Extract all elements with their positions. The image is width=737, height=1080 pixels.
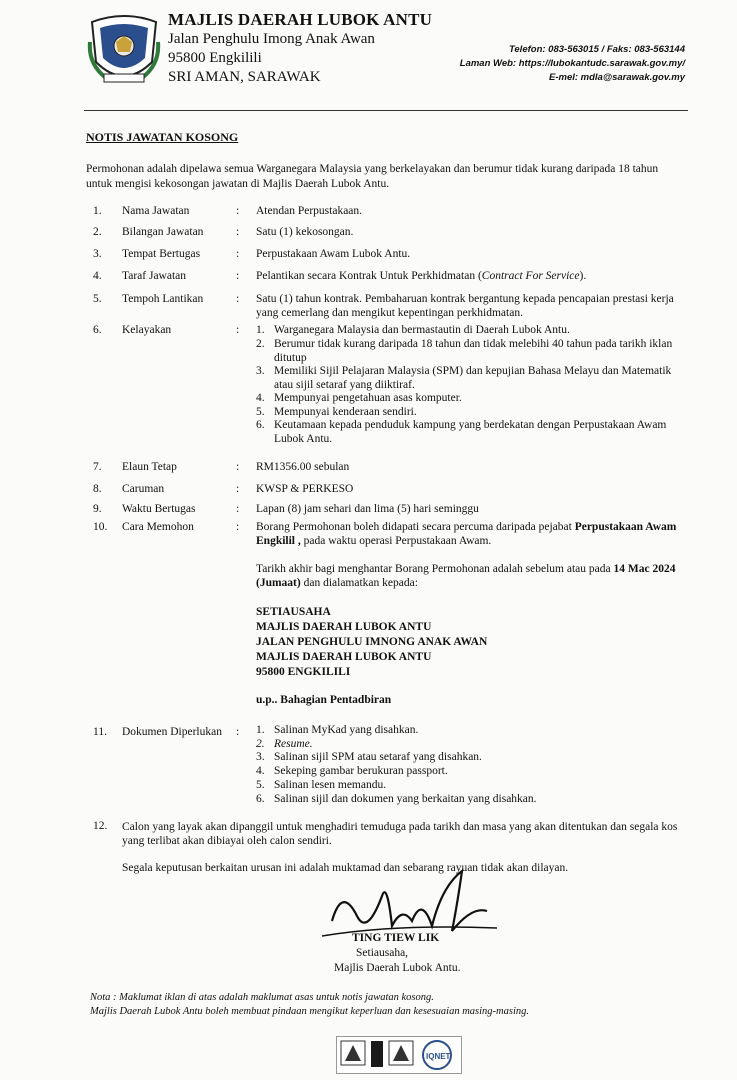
mail-address-5: 95800 ENGKILILI (256, 666, 351, 678)
decision-text: Segala keputusan berkaitan urusan ini adalah muktamad dan sebarang rayuan tidak akan dilayan. (122, 862, 569, 874)
website: Laman Web: https://lubokantudc.sarawak.gov.my/ (459, 58, 685, 69)
item-label: Elaun Tetap (122, 461, 177, 473)
item-num: 12. (93, 820, 108, 832)
item-num: 7. (93, 461, 102, 473)
kelayakan-text: Berumur tidak kurang daripada 18 tahun dan tidak melebihi 40 tahun pada tarikh iklan ditutup (274, 338, 673, 364)
item-num: 11. (93, 726, 107, 738)
kelayakan-num: 2. (256, 338, 265, 350)
mail-address-2: MAJLIS DAERAH LUBOK ANTU (256, 621, 432, 633)
item-value: Lapan (8) jam sehari dan lima (5) hari seminggu (256, 503, 479, 515)
kelayakan-num: 3. (256, 365, 265, 377)
mail-address-3: JALAN PENGHULU IMNONG ANAK AWAN (256, 636, 488, 648)
cara-memohon-p1: Borang Permohonan boleh didapati secara percuma daripada pejabat Perpustakaan Awam Engkilil , pada waktu operasi Perpustakaan Awam. (256, 521, 677, 547)
item-num: 6. (93, 324, 102, 336)
dokumen-text: Sekeping gambar berukuran passport. (274, 765, 448, 777)
item-value: Satu (1) kekosongan. (256, 226, 354, 238)
kelayakan-num: 4. (256, 392, 265, 404)
mail-address-1: SETIAUSAHA (256, 606, 331, 618)
kelayakan-text: Keutamaan kepada penduduk kampung yang berdekatan dengan Perpustakaan Awam Lubok Antu. (274, 419, 667, 445)
item-label: Tempoh Lantikan (122, 293, 204, 305)
dokumen-num: 1. (256, 724, 265, 736)
item-label: Tempat Bertugas (122, 248, 201, 260)
item-num: 4. (93, 270, 102, 282)
item-label: Nama Jawatan (122, 205, 190, 217)
email: E-mel: mdla@sarawak.gov.my (549, 72, 685, 83)
notice-intro: Permohonan adalah dipelawa semua Warganegara Malaysia yang berkelayakan dan berumur tidak kurang daripada 18 tahun untuk mengisi kekosongan jawatan di Majlis Daerah Lubok Antu. (86, 163, 659, 190)
dokumen-num: 6. (256, 793, 265, 805)
kelayakan-text: Warganegara Malaysia dan bermastautin di Daerah Lubok Antu. (274, 324, 570, 336)
item-num: 1. (93, 205, 102, 217)
mail-address-4: MAJLIS DAERAH LUBOK ANTU (256, 651, 432, 663)
address-line2: 95800 Engkilili (168, 50, 262, 66)
kelayakan-num: 5. (256, 406, 265, 418)
item-label: Dokumen Diperlukan (122, 726, 222, 738)
dokumen-text: Salinan sijil dan dokumen yang berkaitan yang disahkan. (274, 793, 537, 805)
item-num: 3. (93, 248, 102, 260)
signatory-title: Setiausaha, (356, 947, 409, 959)
item-label: Bilangan Jawatan (122, 226, 204, 238)
item-label: Kelayakan (122, 324, 172, 336)
item-num: 9. (93, 503, 102, 515)
attention-line: u.p.. Bahagian Pentadbiran (256, 694, 392, 706)
item12-text: Calon yang layak akan dipanggil untuk menghadiri temuduga pada tarikh dan masa yang akan ditentukan dan segala kos yang terlibat akan dibiayai oleh calon sendiri. (122, 821, 678, 847)
item-value: Satu (1) tahun kontrak. Pembaharuan kontrak bergantung kepada pencapaian prestasi kerja yang cemerlang dan mengikut kepentingan perkhidmatan. (256, 293, 674, 319)
item-label: Taraf Jawatan (122, 270, 187, 282)
item-value: Atendan Perpustakaan. (256, 205, 363, 217)
org-name: MAJLIS DAERAH LUBOK ANTU (168, 10, 433, 29)
item-label: Cara Memohon (122, 521, 194, 533)
dokumen-text: Salinan lesen memandu. (274, 779, 387, 791)
item-value: Perpustakaan Awam Lubok Antu. (256, 248, 411, 260)
dokumen-num: 2. (256, 738, 265, 750)
dokumen-num: 5. (256, 779, 265, 791)
signatory-org: Majlis Daerah Lubok Antu. (334, 962, 461, 974)
address-line1: Jalan Penghulu Imong Anak Awan (168, 31, 375, 47)
kelayakan-text: Memiliki Sijil Pelajaran Malaysia (SPM) dan kepujian Bahasa Melayu dan Matematik atau sijil setaraf yang diiktiraf. (274, 365, 672, 391)
kelayakan-text: Mempunyai kenderaan sendiri. (274, 406, 417, 418)
item-value: Pelantikan secara Kontrak Untuk Perkhidmatan (Contract For Service). (256, 270, 587, 282)
dokumen-text: Salinan MyKad yang disahkan. (274, 724, 419, 736)
council-crest-icon (86, 12, 162, 90)
kelayakan-num: 6. (256, 419, 265, 431)
item-label: Waktu Bertugas (122, 503, 196, 515)
kelayakan-text: Mempunyai pengetahuan asas komputer. (274, 392, 462, 404)
dokumen-text: Resume. (274, 738, 313, 750)
dokumen-text: Salinan sijil SPM atau setaraf yang disahkan. (274, 751, 482, 763)
item-label: Caruman (122, 483, 165, 495)
signatory-name: TING TIEW LIK (352, 932, 440, 944)
item-num: 8. (93, 483, 102, 495)
kelayakan-num: 1. (256, 324, 265, 336)
note-line2: Majlis Daerah Lubok Antu boleh membuat pindaan mengikut keperluan dan kesesuaian masing-masing. (90, 1006, 530, 1017)
item-value: KWSP & PERKESO (256, 483, 354, 495)
item-value: RM1356.00 sebulan (256, 461, 350, 473)
cara-memohon-p2: Tarikh akhir bagi menghantar Borang Permohonan adalah sebelum atau pada 14 Mac 2024 (Jumaat) dan dialamatkan kepada: (256, 563, 676, 589)
phone-fax: Telefon: 083-563015 / Faks: 083-563144 (508, 44, 685, 55)
header-divider (84, 110, 688, 111)
certification-badges-icon (336, 1036, 462, 1074)
note-line1: Nota : Maklumat iklan di atas adalah maklumat asas untuk notis jawatan kosong. (90, 992, 434, 1003)
notice-title: NOTIS JAWATAN KOSONG (86, 130, 239, 144)
svg-text:IQNET: IQNET (426, 1052, 451, 1061)
address-line3: SRI AMAN, SARAWAK (168, 69, 321, 85)
item-num: 10. (93, 521, 108, 533)
item-num: 2. (93, 226, 102, 238)
item-num: 5. (93, 293, 102, 305)
dokumen-num: 4. (256, 765, 265, 777)
dokumen-num: 3. (256, 751, 265, 763)
